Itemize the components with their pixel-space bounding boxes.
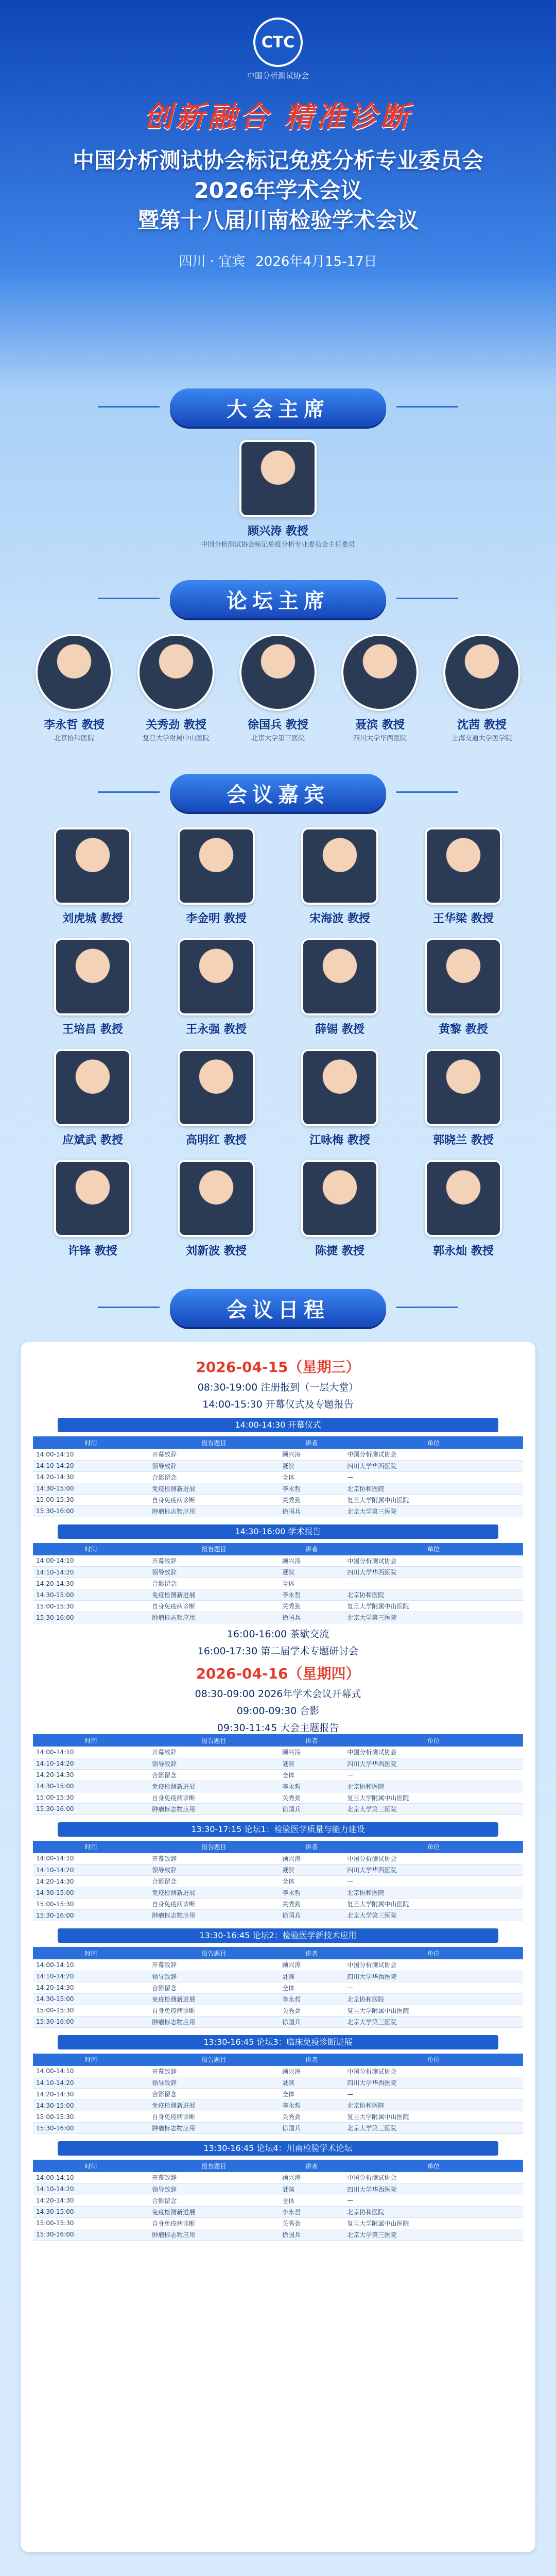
- table: 时间 报告题目 讲者 单位 14:00-14:10 开幕致辞 顾兴涛 中国分析测试协会 14:10-14:20 领导致辞 聂滨 四川大学华西医院 14:20-14:30 合影留念 全体 — 14:30-15:00 免疫检测新进展 李永哲 北京协和医院 15:00-15:30 自身免疫病诊断 关秀劲 复旦大学附属中山医院 15:30-16:00 肿瘤标志物应用 徐国兵 北京大学第三医院: [33, 1947, 523, 2028]
- forum-person: 徐国兵 教授 北京大学第三医院: [230, 634, 326, 743]
- guest-person: 王培昌 教授: [36, 938, 149, 1037]
- table: 时间 报告题目 讲者 单位 14:00-14:10 开幕致辞 顾兴涛 中国分析测试协会 14:10-14:20 领导致辞 聂滨 四川大学华西医院 14:20-14:30 合影留念 全体 — 14:30-15:00 免疫检测新进展 李永哲 北京协和医院 15:00-15:30 自身免疫病诊断 关秀劲 复旦大学附属中山医院 15:30-16:00 肿瘤标志物应用 徐国兵 北京大学第三医院: [33, 1543, 523, 1624]
- section-chair: 大会主席: [170, 388, 386, 427]
- avatar: [425, 1160, 502, 1237]
- table-row: 14:10-14:20 领导致辞 聂滨 四川大学华西医院: [33, 1567, 523, 1578]
- avatar: [137, 634, 215, 711]
- table: 时间 报告题目 讲者 单位 14:00-14:10 开幕致辞 顾兴涛 中国分析测试协会 14:10-14:20 领导致辞 聂滨 四川大学华西医院 14:20-14:30 合影留念 全体 — 14:30-15:00 免疫检测新进展 李永哲 北京协和医院 15:00-15:30 自身免疫病诊断 关秀劲 复旦大学附属中山医院 15:30-16:00 肿瘤标志物应用 徐国兵 北京大学第三医院: [33, 1734, 523, 1815]
- table-row: 15:30-16:00 肿瘤标志物应用 徐国兵 北京大学第三医院: [33, 2123, 523, 2134]
- avatar: [425, 1049, 502, 1126]
- table: 时间 报告题目 讲者 单位 14:00-14:10 开幕致辞 顾兴涛 中国分析测试协会 14:10-14:20 领导致辞 聂滨 四川大学华西医院 14:20-14:30 合影留念 全体 — 14:30-15:00 免疫检测新进展 李永哲 北京协和医院 15:00-15:30 自身免疫病诊断 关秀劲 复旦大学附属中山医院 15:30-16:00 肿瘤标志物应用 徐国兵 北京大学第三医院: [33, 2160, 523, 2241]
- guest-person: 黄黎 教授: [407, 938, 520, 1037]
- ctc-logo: CTC: [253, 18, 303, 67]
- avatar: [54, 827, 131, 905]
- title-line-1: 中国分析测试协会标记免疫分析专业委员会: [72, 148, 483, 173]
- table-row: 15:00-15:30 自身免疫病诊断 关秀劲 复旦大学附属中山医院: [33, 2005, 523, 2016]
- avatar: [178, 938, 255, 1015]
- guest-person: 李金明 教授: [160, 827, 273, 926]
- table-row: 15:00-15:30 自身免疫病诊断 关秀劲 复旦大学附属中山医院: [33, 1792, 523, 1803]
- table-row: 15:30-16:00 肿瘤标志物应用 徐国兵 北京大学第三医院: [33, 1505, 523, 1517]
- forum-grid: [0, 618, 556, 743]
- guest-person: 陈捷 教授: [283, 1160, 396, 1258]
- table-row: 14:20-14:30 合影留念 全体 —: [33, 2089, 523, 2100]
- table-row: 14:30-15:00 免疫检测新进展 李永哲 北京协和医院: [33, 2206, 523, 2217]
- chair-block: [0, 440, 556, 549]
- table-row: 14:00-14:10 开幕致辞 顾兴涛 中国分析测试协会: [33, 2066, 523, 2077]
- guest-person: 王永强 教授: [160, 938, 273, 1037]
- guest-person: 江咏梅 教授: [283, 1049, 396, 1147]
- table-row: 15:30-16:00 肿瘤标志物应用 徐国兵 北京大学第三医院: [33, 1910, 523, 1921]
- guest-person: 应斌武 教授: [36, 1049, 149, 1147]
- table-row: 14:00-14:10 开幕致辞 顾兴涛 中国分析测试协会: [33, 1449, 523, 1460]
- avatar: [301, 827, 378, 905]
- forum-person: 关秀劲 教授 复旦大学附属中山医院: [128, 634, 224, 743]
- avatar: [54, 1049, 131, 1126]
- place-date: 四川 · 宜宾 2026年4月15-17日: [179, 254, 377, 269]
- avatar: [301, 1160, 378, 1237]
- guests-grid: [0, 812, 556, 1258]
- table-row: 14:10-14:20 领导致辞 聂滨 四川大学华西医院: [33, 1758, 523, 1769]
- guest-person: 郭永灿 教授: [407, 1160, 520, 1258]
- title-line-3: 暨第十八届川南检验学术会议: [137, 208, 419, 233]
- table-row: 15:00-15:30 自身免疫病诊断 关秀劲 复旦大学附属中山医院: [33, 1899, 523, 1910]
- avatar: [239, 440, 317, 517]
- avatar: [425, 827, 502, 905]
- slogan: 创新融合 精准诊断: [144, 100, 412, 134]
- guest-person: 王华梁 教授: [407, 827, 520, 926]
- avatar: [443, 634, 520, 711]
- table-row: 14:30-15:00 免疫检测新进展 李永哲 北京协和医院: [33, 2100, 523, 2111]
- avatar: [54, 938, 131, 1015]
- section-guests: 会议嘉宾: [170, 774, 386, 812]
- guest-person: 宋海波 教授: [283, 827, 396, 926]
- chair-name: 顾兴涛 教授: [248, 525, 308, 538]
- table-row: 14:20-14:30 合影留念 全体 —: [33, 1876, 523, 1887]
- table-row: 14:10-14:20 领导致辞 聂滨 四川大学华西医院: [33, 2077, 523, 2089]
- table-row: 14:20-14:30 合影留念 全体 —: [33, 2195, 523, 2206]
- table-row: 14:10-14:20 领导致辞 聂滨 四川大学华西医院: [33, 1865, 523, 1876]
- table-row: 14:10-14:20 领导致辞 聂滨 四川大学华西医院: [33, 1460, 523, 1471]
- forum-person: 沈茜 教授 上海交通大学医学院: [433, 634, 530, 743]
- table-row: 14:30-15:00 免疫检测新进展 李永哲 北京协和医院: [33, 1589, 523, 1601]
- section-forum: 论坛主席: [170, 580, 386, 618]
- avatar: [301, 1049, 378, 1126]
- table-row: 14:20-14:30 合影留念 全体 —: [33, 1578, 523, 1589]
- avatar: [178, 1049, 255, 1126]
- table-row: 14:00-14:10 开幕致辞 顾兴涛 中国分析测试协会: [33, 2172, 523, 2183]
- table-row: 14:30-15:00 免疫检测新进展 李永哲 北京协和医院: [33, 1483, 523, 1494]
- table-row: 14:30-15:00 免疫检测新进展 李永哲 北京协和医院: [33, 1887, 523, 1899]
- day-1: 2026-04-15（星期三）: [196, 1359, 360, 1376]
- table-row: 14:00-14:10 开幕致辞 顾兴涛 中国分析测试协会: [33, 1555, 523, 1567]
- chair-desc: 中国分析测试协会标记免疫分析专业委员会主任委员: [201, 541, 355, 549]
- avatar: [301, 938, 378, 1015]
- table-row: 14:10-14:20 领导致辞 聂滨 四川大学华西医院: [33, 1971, 523, 1982]
- avatar: [239, 634, 317, 711]
- header: [0, 18, 556, 388]
- avatar: [36, 634, 113, 711]
- table-row: 15:30-16:00 肿瘤标志物应用 徐国兵 北京大学第三医院: [33, 2229, 523, 2240]
- guest-person: 刘新波 教授: [160, 1160, 273, 1258]
- table-row: 14:00-14:10 开幕致辞 顾兴涛 中国分析测试协会: [33, 1747, 523, 1758]
- title-line-2: 2026年学术会议: [194, 178, 362, 203]
- table-row: 14:10-14:20 领导致辞 聂滨 四川大学华西医院: [33, 2183, 523, 2195]
- table-row: 15:30-16:00 肿瘤标志物应用 徐国兵 北京大学第三医院: [33, 2016, 523, 2027]
- table-row: 14:20-14:30 合影留念 全体 —: [33, 1769, 523, 1781]
- table-row: 15:00-15:30 自身免疫病诊断 关秀劲 复旦大学附属中山医院: [33, 2111, 523, 2123]
- table-row: 14:20-14:30 合影留念 全体 —: [33, 1982, 523, 1993]
- table-row: 14:20-14:30 合影留念 全体 —: [33, 1471, 523, 1483]
- forum-person: 聂滨 教授 四川大学华西医院: [332, 634, 428, 743]
- avatar: [425, 938, 502, 1015]
- avatar: [178, 1160, 255, 1237]
- table-row: 15:30-16:00 肿瘤标志物应用 徐国兵 北京大学第三医院: [33, 1612, 523, 1623]
- guest-person: 高明红 教授: [160, 1049, 273, 1147]
- table: 时间 报告题目 讲者 单位 14:00-14:10 开幕致辞 顾兴涛 中国分析测试协会 14:10-14:20 领导致辞 聂滨 四川大学华西医院 14:20-14:30 合影留念 全体 — 14:30-15:00 免疫检测新进展 李永哲 北京协和医院 15:00-15:30 自身免疫病诊断 关秀劲 复旦大学附属中山医院 15:30-16:00 肿瘤标志物应用 徐国兵 北京大学第三医院: [33, 1436, 523, 1517]
- table-row: 15:00-15:30 自身免疫病诊断 关秀劲 复旦大学附属中山医院: [33, 1601, 523, 1612]
- logo-text: 中国分析测试协会: [247, 71, 309, 80]
- forum-person: 李永哲 教授 北京协和医院: [26, 634, 123, 743]
- table-row: 14:30-15:00 免疫检测新进展 李永哲 北京协和医院: [33, 1781, 523, 1792]
- table-row: 15:30-16:00 肿瘤标志物应用 徐国兵 北京大学第三医院: [33, 1803, 523, 1815]
- guest-person: 薛锡 教授: [283, 938, 396, 1037]
- table: 时间 报告题目 讲者 单位 14:00-14:10 开幕致辞 顾兴涛 中国分析测试协会 14:10-14:20 领导致辞 聂滨 四川大学华西医院 14:20-14:30 合影留念 全体 — 14:30-15:00 免疫检测新进展 李永哲 北京协和医院 15:00-15:30 自身免疫病诊断 关秀劲 复旦大学附属中山医院 15:30-16:00 肿瘤标志物应用 徐国兵 北京大学第三医院: [33, 2054, 523, 2134]
- schedule-card: 2026-04-15（星期三） 08:30-19:00 注册报到（一层大堂） 14:00-15:30 开幕仪式及专题报告 14:00-14:30 开幕仪式 时间 报告题目 讲者 单位 14:00-14:10 开幕致辞 顾兴涛 中国分析测试协会 14:10-14:20 领导致辞 聂滨 四川大学华西医院 14:20-14:30 合影留念 全体 — 14:30-15:00 免疫检测新进展 李永哲 北京协和医院 15:00-15:30 自身免疫病诊断 关秀劲 复旦大学附属中山医院 15:30-16:00 肿瘤标志物应用 徐国兵 北京大学第三医院 14:30-16:00 学术报告 时间 报告题目 讲者 单位 14:00-14:10 开幕致辞 顾兴涛 中国分析测试协会 14:10-14:20 领导致辞 聂滨 四川大学华西医院 14:20-14:30 合影留念 全体 — 14:30-15:00 免疫检测新进展 李永哲 北京协和医院 15:00-15:30 自身免疫病诊断 关秀劲 复旦大学附属中山医院 15:30-16:00 肿瘤标志物应用 徐国兵 北京大学第三医院 16:00-16:00 茶歇交流 16:00-17:30 第二届学术专题研讨会 2026-04-16（星期四） 08:30-09:00 2026年学术会议开幕式 09:00-09:30 合影 09:30-11:45 大会主题报告 时间 报告题目 讲者 单位 14:00-14:10 开幕致辞 顾兴涛 中国分析测试协会 14:10-14:20 领导致辞 聂滨 四川大学华西医院 14:20-14:30 合影留念 全体 — 14:30-15:00 免疫检测新进展 李永哲 北京协和医院 15:00-15:30 自身免疫病诊断 关秀劲 复旦大学附属中山医院 15:30-16:00 肿瘤标志物应用 徐国兵 北京大学第三医院 13:30-17:15 论坛1：检验医学质量与能力建设 时间 报告题目 讲者 单位 14:00-14:10 开幕致辞 顾兴涛 中国分析测试协会 14:10-14:20 领导致辞 聂滨 四川大学华西医院 14:20-14:30 合影留念 全体 — 14:30-15:00 免疫检测新进展 李永哲 北京协和医院 15:00-15:30 自身免疫病诊断 关秀劲 复旦大学附属中山医院 15:30-16:00 肿瘤标志物应用 徐国兵 北京大学第三医院 13:30-16:45 论坛2：检验医学新技术应用 时间 报告题目 讲者 单位 14:00-14:10 开幕致辞 顾兴涛 中国分析测试协会 14:10-14:20 领导致辞 聂滨 四川大学华西医院 14:20-14:30 合影留念 全体 — 14:30-15:00 免疫检测新进展 李永哲 北京协和医院 15:00-15:30 自身免疫病诊断 关秀劲 复旦大学附属中山医院 15:30-16:00 肿瘤标志物应用 徐国兵 北京大学第三医院 13:30-16:45 论坛3：临床免疫诊断进展 时间 报告题目 讲者 单位 14:00-14:10 开幕致辞 顾兴涛 中国分析测试协会 14:10-14:20 领导致辞 聂滨 四川大学华西医院 14:20-14:30 合影留念 全体 — 14:30-15:00 免疫检测新进展 李永哲 北京协和医院 15:00-15:30 自身免疫病诊断 关秀劲 复旦大学附属中山医院 15:30-16:00 肿瘤标志物应用 徐国兵 北京大学第三医院 13:30-16:45 论坛4：川南检验学术论坛 时间 报告题目 讲者 单位 14:00-14:10 开幕致辞 顾兴涛 中国分析测试协会 14:10-14:20 领导致辞 聂滨 四川大学华西医院 14:20-14:30 合影留念 全体 — 14:30-15:00 免疫检测新进展 李永哲 北京协和医院 15:00-15:30 自身免疫病诊断 关秀劲 复旦大学附属中山医院 15:30-16:00 肿瘤标志物应用 徐国兵 北京大学第三医院: [21, 1342, 535, 2552]
- guest-person: 许锋 教授: [36, 1160, 149, 1258]
- section-schedule: 会议日程: [170, 1289, 386, 1327]
- table-row: 15:00-15:30 自身免疫病诊断 关秀劲 复旦大学附属中山医院: [33, 1494, 523, 1505]
- guest-person: 刘虎城 教授: [36, 827, 149, 926]
- day-2: 2026-04-16（星期四）: [196, 1665, 360, 1682]
- avatar: [178, 827, 255, 905]
- table-row: 14:00-14:10 开幕致辞 顾兴涛 中国分析测试协会: [33, 1853, 523, 1865]
- table: 时间 报告题目 讲者 单位 14:00-14:10 开幕致辞 顾兴涛 中国分析测试协会 14:10-14:20 领导致辞 聂滨 四川大学华西医院 14:20-14:30 合影留念 全体 — 14:30-15:00 免疫检测新进展 李永哲 北京协和医院 15:00-15:30 自身免疫病诊断 关秀劲 复旦大学附属中山医院 15:30-16:00 肿瘤标志物应用 徐国兵 北京大学第三医院: [33, 1841, 523, 1922]
- table-row: 14:30-15:00 免疫检测新进展 李永哲 北京协和医院: [33, 1993, 523, 2005]
- avatar: [341, 634, 419, 711]
- avatar: [54, 1160, 131, 1237]
- guest-person: 郭晓兰 教授: [407, 1049, 520, 1147]
- table-row: 15:00-15:30 自身免疫病诊断 关秀劲 复旦大学附属中山医院: [33, 2217, 523, 2229]
- table-row: 14:00-14:10 开幕致辞 顾兴涛 中国分析测试协会: [33, 1959, 523, 1971]
